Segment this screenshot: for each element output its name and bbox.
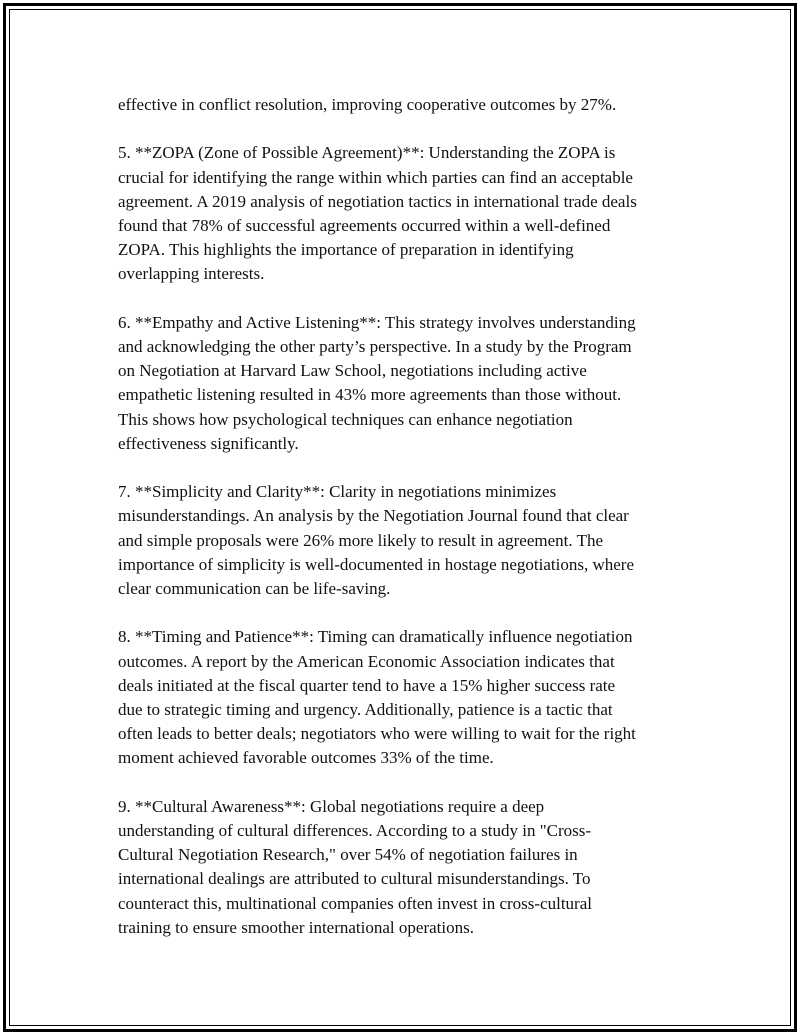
document-body bbox=[118, 93, 688, 964]
paragraph-simplicity: 7. **Simplicity and Clarity**: Clarity in negotiations minimizes misunderstandings. An analysis by the Negotiation Journal found that clear and simple proposals were 26% more likely to result in agreement. The importance of simplicity is well-documented in hostage negotiations, where clear communication can be life-saving. bbox=[118, 482, 635, 599]
paragraph-cultural-awareness: 9. **Cultural Awareness**: Global negotiations require a deep understanding of cultural differences. According to a study in "Cross- Cultural Negotiation Research," over 54% of negotiation failures in international dealings are attributed to cultural misunderstandings. To counteract this, multinational companies often invest in cross-cultural training to ensure smoother international operations. bbox=[118, 796, 592, 937]
paragraph-empathy: 6. **Empathy and Active Listening**: This strategy involves understanding and acknowledging the other party’s perspective. In a study by the Program on Negotiation at Harvard Law School, negotiations including active empathetic listening resulted in 43% more agreements than those without. This shows how psychological techniques can enhance negotiation effectiveness significantly. bbox=[118, 312, 636, 453]
paragraph-zopa: 5. **ZOPA (Zone of Possible Agreement)**: Understanding the ZOPA is crucial for identifying the range within which parties can find an acceptable agreement. A 2019 analysis of negotiation tactics in international trade deals found that 78% of successful agreements occurred within a well-defined ZOPA. This highlights the importance of preparation in identifying overlapping interests. bbox=[118, 143, 637, 284]
paragraph-continuation: effective in conflict resolution, improving cooperative outcomes by 27%. bbox=[118, 95, 617, 114]
paragraph-timing: 8. **Timing and Patience**: Timing can dramatically influence negotiation outcomes. A report by the American Economic Association indicates that deals initiated at the fiscal quarter tend to have a 15% higher success rate due to strategic timing and urgency. Additionally, patience is a tactic that often leads to better deals; negotiators who were willing to wait for the right moment achieved favorable outcomes 33% of the time. bbox=[118, 627, 636, 768]
